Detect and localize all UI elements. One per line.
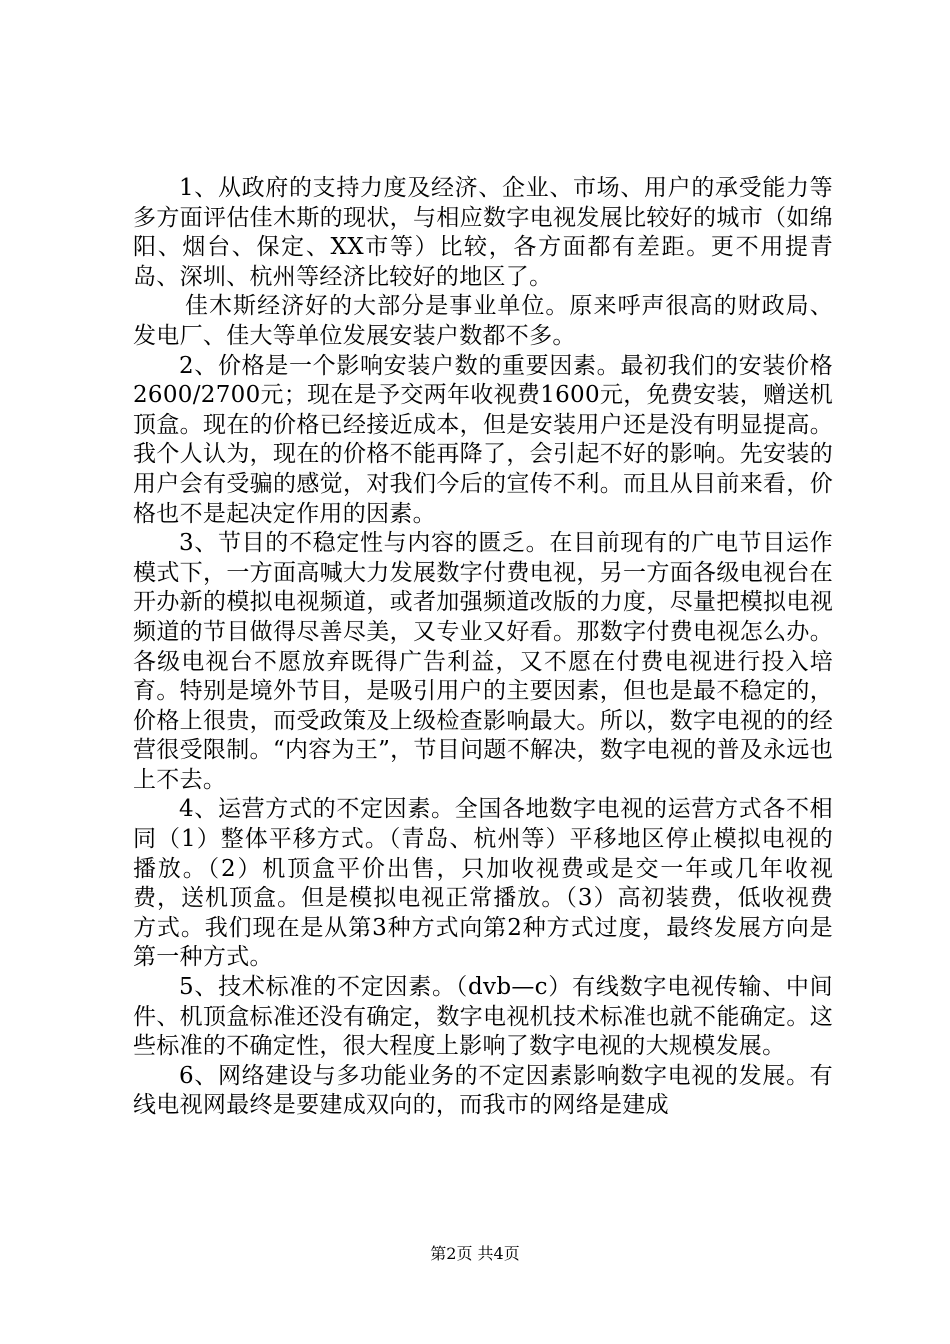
page-footer: 第2页 共4页 [430,1244,520,1263]
paragraph-4: 3、节目的不稳定性与内容的匮乏。在目前现有的广电节目运作模式下，一方面高喊大力发展数字付费电视，另一方面各级电视台在开办新的模拟电视频道，或者加强频道改版的力度，尽量把模拟电视频道的节目做得尽善尽美，又专业又好看。那数字付费电视怎么办。各级电视台不愿放弃既得广告利益，又不愿在付费电视进行投入培育。特别是境外节目，是吸引用户的主要因素，但也是最不稳定的，价格上很贵，而受政策及上级检查影响最大。所以，数字电视的的经营很受限制。“内容为王”，节目问题不解决，数字电视的普及永远也上不去。 [133,530,833,793]
paragraph-1: 1、从政府的支持力度及经济、企业、市场、用户的承受能力等多方面评估佳木斯的现状，与相应数字电视发展比较好的城市（如绵阳、烟台、保定、XX市等）比较，各方面都有差距。更不用提青岛、深圳、杭州等经济比较好的地区了。 [133,175,833,290]
paragraph-7: 6、网络建设与多功能业务的不定因素影响数字电视的发展。有线电视网最终是要建成双向的，而我市的网络是建成 [133,1062,833,1119]
document-body [133,174,833,1121]
paragraph-6: 5、技术标准的不定因素。（dvb—c）有线数字电视传输、中间件、机顶盒标准还没有确定，数字电视机技术标准也就不能确定。这些标准的不确定性，很大程度上影响了数字电视的大规模发展。 [133,974,833,1060]
paragraph-2: 佳木斯经济好的大部分是事业单位。原来呼声很高的财政局、发电厂、佳大等单位发展安装户数都不多。 [133,293,833,349]
paragraph-5: 4、运营方式的不定因素。全国各地数字电视的运营方式各不相同（1）整体平移方式。（青岛、杭州等）平移地区停止模拟电视的播放。（2）机顶盒平价出售，只加收视费或是交一年或几年收视费，送机顶盒。但是模拟电视正常播放。（3）高初装费，低收视费方式。我们现在是从第3种方式向第2种方式过度，最终发展方向是第一种方式。 [133,796,833,971]
paragraph-3: 2、价格是一个影响安装户数的重要因素。最初我们的安装价格2600/2700元；现在是予交两年收视费1600元，免费安装，赠送机顶盒。现在的价格已经接近成本，但是安装用户还是没有明显提高。我个人认为，现在的价格不能再降了，会引起不好的影响。先安装的用户会有受骗的感觉，对我们今后的宣传不利。而且从目前来看，价格也不是起决定作用的因素。 [133,352,833,527]
